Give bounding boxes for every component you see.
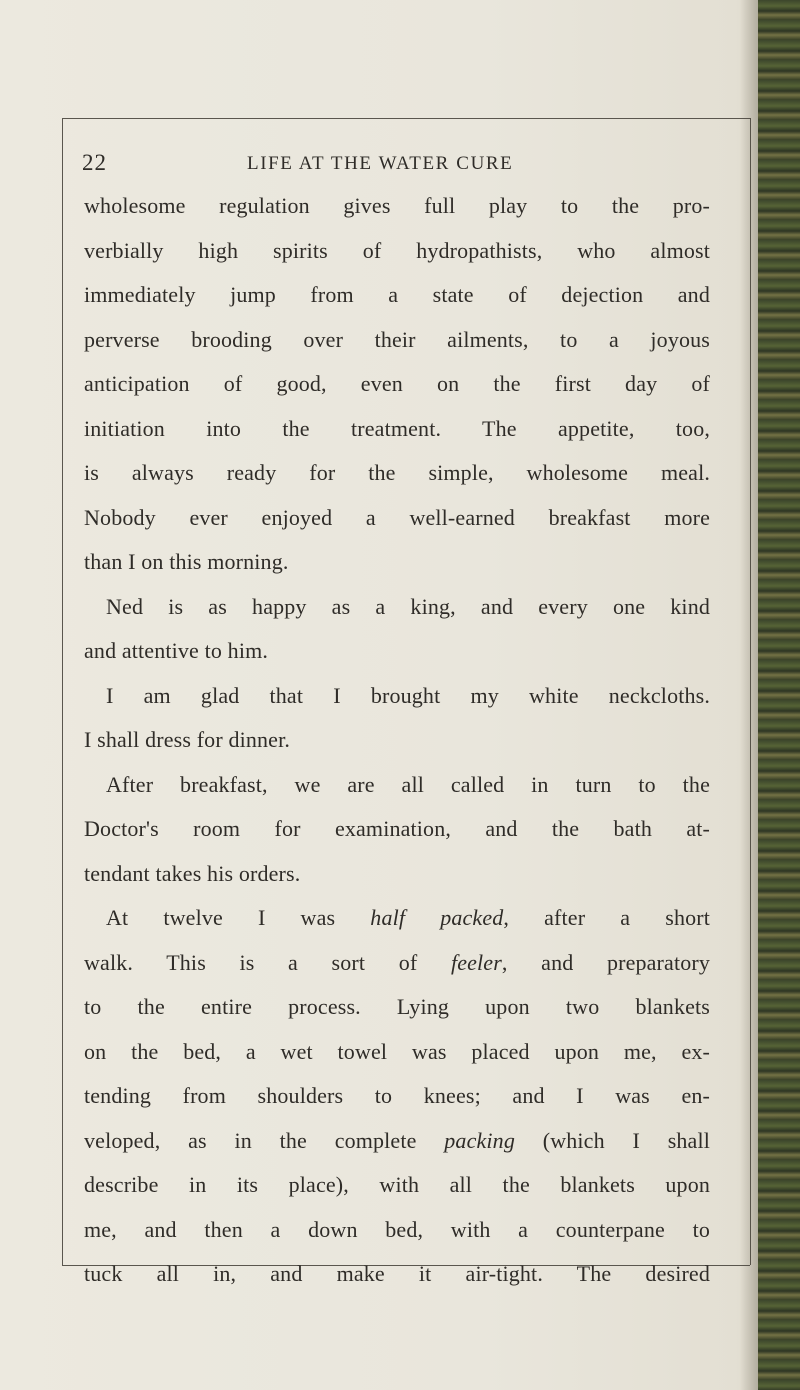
italic-term-half-packed: half packed bbox=[370, 905, 504, 930]
book-edge-binding bbox=[758, 0, 800, 1390]
text-line: and attentive to him. bbox=[84, 638, 268, 663]
page-edge-shadow bbox=[740, 0, 758, 1390]
body-text bbox=[84, 184, 710, 1297]
frame-left-line bbox=[62, 118, 63, 1265]
text-line bbox=[84, 941, 710, 986]
text-line: initiation into the treatment. The appetite, too, bbox=[84, 415, 710, 441]
text-line: me, and then a down bed, with a counterpane to bbox=[84, 1216, 710, 1242]
running-head bbox=[0, 150, 800, 180]
text-segment: , and preparatory bbox=[501, 949, 710, 975]
text-line: is always ready for the simple, wholesome meal. bbox=[84, 460, 710, 485]
text-line: immediately jump from a state of dejection and bbox=[84, 282, 710, 307]
text-line: Ned is as happy as a king, and every one kind bbox=[106, 593, 710, 619]
text-segment: (which I shall bbox=[514, 1127, 710, 1153]
text-line: wholesome regulation gives full play to the pro- bbox=[84, 193, 710, 218]
text-line bbox=[84, 1119, 710, 1164]
text-line: Nobody ever enjoyed a well-earned breakfast more bbox=[84, 504, 710, 530]
page-number: 22 bbox=[82, 150, 107, 175]
text-line: tuck all in, and make it air-tight. The desired bbox=[84, 1261, 710, 1286]
text-segment: , after a short bbox=[503, 905, 710, 930]
text-line: Doctor's room for examination, and the bath at- bbox=[84, 816, 710, 841]
text-line: tendant takes his orders. bbox=[84, 860, 301, 886]
text-line: describe in its place), with all the blankets upon bbox=[84, 1172, 710, 1197]
text-line: tending from shoulders to knees; and I was en- bbox=[84, 1083, 710, 1108]
running-title: LIFE AT THE WATER CURE bbox=[247, 153, 514, 174]
text-line: I shall dress for dinner. bbox=[84, 727, 290, 752]
italic-term-feeler: feeler bbox=[450, 949, 502, 975]
text-line: I am glad that I brought my white neckcloths. bbox=[106, 682, 710, 708]
text-line: anticipation of good, even on the first day of bbox=[84, 371, 710, 396]
text-line: After breakfast, we are all called in turn to the bbox=[106, 771, 710, 797]
frame-top-line bbox=[62, 118, 750, 119]
italic-term-packing: packing bbox=[444, 1127, 515, 1153]
text-line: to the entire process. Lying upon two blankets bbox=[84, 994, 710, 1019]
text-line: verbially high spirits of hydropathists, who almost bbox=[84, 237, 710, 263]
text-line bbox=[84, 896, 710, 941]
text-line: than I on this morning. bbox=[84, 549, 289, 574]
text-segment: walk. This is a sort of bbox=[84, 949, 451, 975]
text-line: perverse brooding over their ailments, to a joyous bbox=[84, 326, 710, 352]
text-line: on the bed, a wet towel was placed upon me, ex- bbox=[84, 1038, 710, 1064]
text-segment: At twelve I was bbox=[106, 905, 371, 930]
text-segment: veloped, as in the complete bbox=[84, 1127, 445, 1153]
